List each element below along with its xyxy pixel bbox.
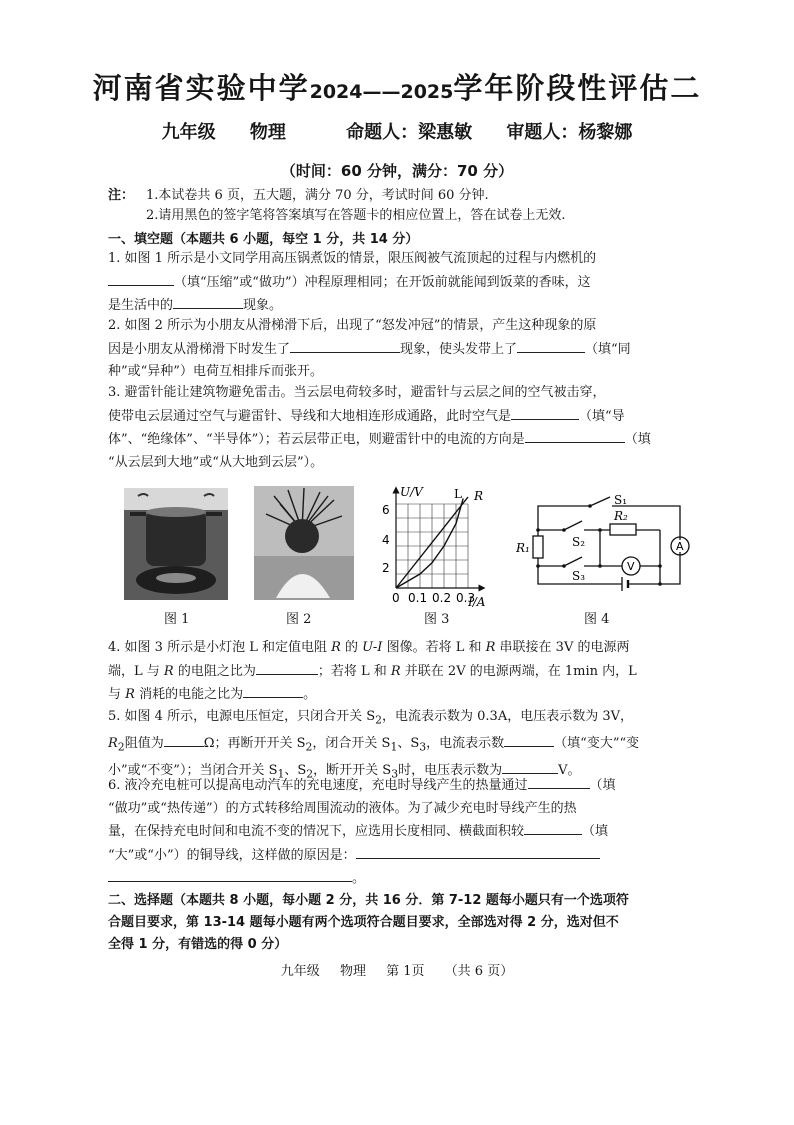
q5-sub: 2 xyxy=(375,713,383,727)
q3-line-2b: （填“导 xyxy=(579,408,625,424)
q4-text-3b: 消耗的电能之比为 xyxy=(134,687,244,702)
fig3-y-label: U/V xyxy=(400,485,423,499)
footer-subject: 物理 xyxy=(339,964,366,979)
q6-text-1b: （填 xyxy=(589,778,616,793)
footer-total-pages: （共 6 页） xyxy=(444,964,514,979)
q5-text-3e: V。 xyxy=(558,763,581,779)
title-exam-name: 学年阶段性评估二 xyxy=(453,71,702,105)
fig4-switch-S2 xyxy=(564,521,582,530)
q5-sub: 2 xyxy=(306,767,314,781)
fig3-R-label: R xyxy=(474,489,484,503)
fig3-ytick-6: 6 xyxy=(382,503,390,517)
fig3-ytick-4: 4 xyxy=(382,533,390,547)
time-info: （时间：60 分钟，满分：70 分） xyxy=(280,162,514,180)
q5-text-2f: ，电流表示数 xyxy=(426,736,505,752)
q5-sub: 3 xyxy=(391,767,399,781)
q6-text-3a: 量，在保持充电时间和电流不变的情况下，应选用长度相同、横截面积较 xyxy=(108,824,525,839)
fig3-ytick-2: 2 xyxy=(382,561,390,575)
q5-text-2g: （填“变大”“变 xyxy=(554,736,640,752)
q6-blank-1[interactable] xyxy=(528,774,590,789)
note-line-2: 2.请用黑色的签字笔将答案填写在答题卡的相应位置上，答在试卷上无效. xyxy=(146,208,566,223)
notes-label: 注： xyxy=(108,188,135,203)
q5-sub: 1 xyxy=(390,740,398,754)
figure-1-caption: 图 1 xyxy=(164,612,190,627)
fig4-switch-S1 xyxy=(590,497,610,506)
q6-text-5: 。 xyxy=(352,871,366,886)
q5-symbol-R: R xyxy=(108,736,118,752)
q6-line-2: “做功”或“热传递”）的方式转移给周围流动的液体。为了减少充电时导线产生的热 xyxy=(108,800,577,816)
q5-text-2e: 、S xyxy=(397,736,420,752)
q1-blank-1[interactable] xyxy=(108,271,174,286)
q5-sub: 1 xyxy=(277,767,285,781)
q6-text-1a: 6. 液冷充电桩可以提高电动汽车的充电速度，充电时导线产生的热量通过 xyxy=(108,778,528,793)
q5-text-3c: ，断开开关 S xyxy=(313,763,392,779)
section-2-heading xyxy=(108,890,700,956)
exam-title xyxy=(0,66,794,107)
q4-text-2d: 并联在 2V 的电源两端，在 1min 内，L xyxy=(400,663,637,679)
q4-text-1b: 的 xyxy=(340,640,363,655)
q5-sub: 3 xyxy=(419,740,427,754)
fig4-resistor-R1 xyxy=(533,536,543,558)
q5-text-3b: 、S xyxy=(284,763,307,779)
q1-line-2: （填“压缩”或“做功”）冲程原理相同；在开饭前就能闻到饭菜的香味，这 xyxy=(174,274,591,290)
exam-notes xyxy=(108,186,566,226)
q5-blank-2[interactable] xyxy=(504,732,554,747)
q3-blank-1[interactable] xyxy=(511,405,579,420)
q4-symbol-R: R xyxy=(331,640,341,655)
q3-line-3a: 体”、“绝缘体”、“半导体”）；若云层带正电，则避雷针中的电流的方向是 xyxy=(108,432,525,447)
q6-blank-2[interactable] xyxy=(524,820,582,835)
figure-4-circuit xyxy=(510,484,700,602)
section-2-line-1: 二、选择题（本题共 8 小题，每小题 2 分，共 16 分．第 7-12 题每小题只有一个选项符 xyxy=(108,893,629,908)
title-years: 2024——2025 xyxy=(309,81,454,103)
q4-blank-2[interactable] xyxy=(243,683,303,698)
figures-row xyxy=(108,484,698,629)
section-2-line-3: 全得 1 分，有错选的得 0 分） xyxy=(108,937,288,952)
q6-blank-3[interactable] xyxy=(356,844,600,859)
fig3-x-label: I/A xyxy=(468,595,486,609)
question-4 xyxy=(108,637,698,707)
figure-3-caption: 图 3 xyxy=(424,612,450,627)
q2-line-2b: 现象，使头发带上了 xyxy=(400,341,518,357)
q5-text-1a: 5. 如图 4 所示，电源电压恒定，只闭合开关 S xyxy=(108,709,376,724)
q2-blank-1[interactable] xyxy=(290,338,400,353)
q1-line-3a: 是生活中的 xyxy=(108,298,174,313)
fig4-S2-label: S₂ xyxy=(572,535,586,549)
fig4-S3-label: S₃ xyxy=(572,569,586,583)
q6-text-3b: （填 xyxy=(582,824,609,839)
fig3-xtick-0.3: 0.3 xyxy=(456,591,476,605)
fig4-R1-label: R₁ xyxy=(516,541,530,555)
q5-sub: 2 xyxy=(117,740,125,754)
q4-symbol-UI: U-I xyxy=(362,640,383,655)
q5-text-2b: 阻值为 xyxy=(124,736,164,752)
q4-symbol-R: R xyxy=(163,663,174,679)
figure-2-photo xyxy=(254,486,354,600)
q2-line-1: 2. 如图 2 所示为小朋友从滑梯滑下后，出现了“怒发冲冠”的情景，产生这种现象的原 xyxy=(108,318,597,333)
q3-line-4: “从云层到大地”或“从大地到云层”）。 xyxy=(108,454,324,470)
q5-blank-3[interactable] xyxy=(502,759,558,774)
question-1 xyxy=(108,248,698,318)
q1-blank-2[interactable] xyxy=(173,294,243,309)
author-label: 命题人：梁惠敏 xyxy=(346,122,473,143)
q3-line-1: 3. 避雷针能让建筑物避免雷击。当云层电荷较多时，避雷针与云层之间的空气被击穿， xyxy=(108,385,606,400)
question-3 xyxy=(108,382,698,474)
q5-text-3d: 时，电压表示数为 xyxy=(398,763,503,779)
fig4-switch-S3 xyxy=(564,557,582,566)
question-2 xyxy=(108,315,698,384)
q2-blank-2[interactable] xyxy=(517,338,585,353)
q5-text-1b: ，电流表示数为 0.3A，电压表示数为 3V， xyxy=(382,709,634,724)
subject-label: 物理 xyxy=(249,122,286,143)
fig4-ammeter-label: A xyxy=(676,540,684,553)
q3-blank-2[interactable] xyxy=(525,428,625,443)
fig4-R2-label: R₂ xyxy=(614,509,628,523)
note-line-1: 1.本试卷共 6 页，五大题，满分 70 分，考试时间 60 分钟. xyxy=(146,188,489,203)
q4-text-1d: 串联接在 3V 的电源两 xyxy=(495,640,630,655)
q4-symbol-R: R xyxy=(485,640,496,655)
q4-text-2c: ；若将 L 和 xyxy=(317,663,391,679)
q5-text-3a: 小”或“不变”）；当闭合开关 S xyxy=(108,763,278,779)
q5-sub: 2 xyxy=(305,740,313,754)
q4-text-1a: 4. 如图 3 所示是小灯泡 L 和定值电阻 xyxy=(108,640,332,655)
q5-text-2d: ，闭合开关 S xyxy=(312,736,391,752)
q2-line-3: 种”或“异种”）电荷互相排斥而张开。 xyxy=(108,364,323,379)
q6-text-4a: “大”或“小”）的铜导线，这样做的原因是： xyxy=(108,847,356,863)
q4-symbol-R: R xyxy=(390,663,401,679)
q3-line-2a: 使带电云层通过空气与避雷针、导线和大地相连形成通路，此时空气是 xyxy=(108,408,512,424)
footer-grade: 九年级 xyxy=(280,964,320,979)
exam-subtitle xyxy=(0,118,794,144)
question-6 xyxy=(108,774,698,891)
page-footer xyxy=(0,960,794,979)
reviewer-label: 审题人：杨黎娜 xyxy=(506,122,633,143)
q1-line-1: 1. 如图 1 所示是小文同学用高压锅煮饭的情景，限压阀被气流顶起的过程与内燃机的 xyxy=(108,251,597,266)
q1-line-3b: 现象。 xyxy=(243,298,283,313)
fig4-S1-label: S₁ xyxy=(614,493,628,507)
q2-line-2c: （填“同 xyxy=(585,341,631,357)
q4-text-3a: 与 xyxy=(108,687,126,702)
q6-blank-3-cont[interactable] xyxy=(108,867,352,882)
figure-1-photo xyxy=(124,488,228,600)
q4-text-2a: 端，L 与 xyxy=(108,663,164,679)
fig3-xtick-0.1: 0.1 xyxy=(408,591,428,605)
q5-text-2c: Ω；再断开开关 S xyxy=(203,736,306,752)
figure-2-caption: 图 2 xyxy=(286,612,312,627)
fig3-xtick-0.2: 0.2 xyxy=(432,591,452,605)
fig3-xtick-0: 0 xyxy=(392,591,400,605)
q3-line-3b: （填 xyxy=(624,432,651,447)
figure-3-ui-graph xyxy=(370,484,488,610)
title-school: 河南省实验中学 xyxy=(92,71,310,105)
q2-line-2a: 因是小朋友从滑梯滑下时发生了 xyxy=(108,341,291,357)
q4-text-2b: 的电阻之比为 xyxy=(173,663,256,679)
q5-blank-1[interactable] xyxy=(164,732,204,747)
q4-symbol-R: R xyxy=(125,687,135,702)
grade-label: 九年级 xyxy=(161,122,216,143)
section-2-line-2: 合题目要求，第 13-14 题每小题有两个选项符合题目要求，全部选对得 2 分，选对但不 xyxy=(108,915,619,930)
q4-text-3c: 。 xyxy=(303,687,317,702)
figure-4-caption: 图 4 xyxy=(584,612,610,627)
q4-text-1c: 图像。若将 L 和 xyxy=(382,640,486,655)
q4-blank-1[interactable] xyxy=(256,660,318,675)
fig4-voltmeter-label: V xyxy=(627,560,635,573)
footer-page-number: 第 1页 xyxy=(386,964,425,979)
fig4-resistor-R2 xyxy=(610,524,636,535)
fig3-L-label: L xyxy=(454,487,462,501)
section-1-heading: 一、填空题（本题共 6 小题，每空 1 分，共 14 分） xyxy=(108,232,419,247)
